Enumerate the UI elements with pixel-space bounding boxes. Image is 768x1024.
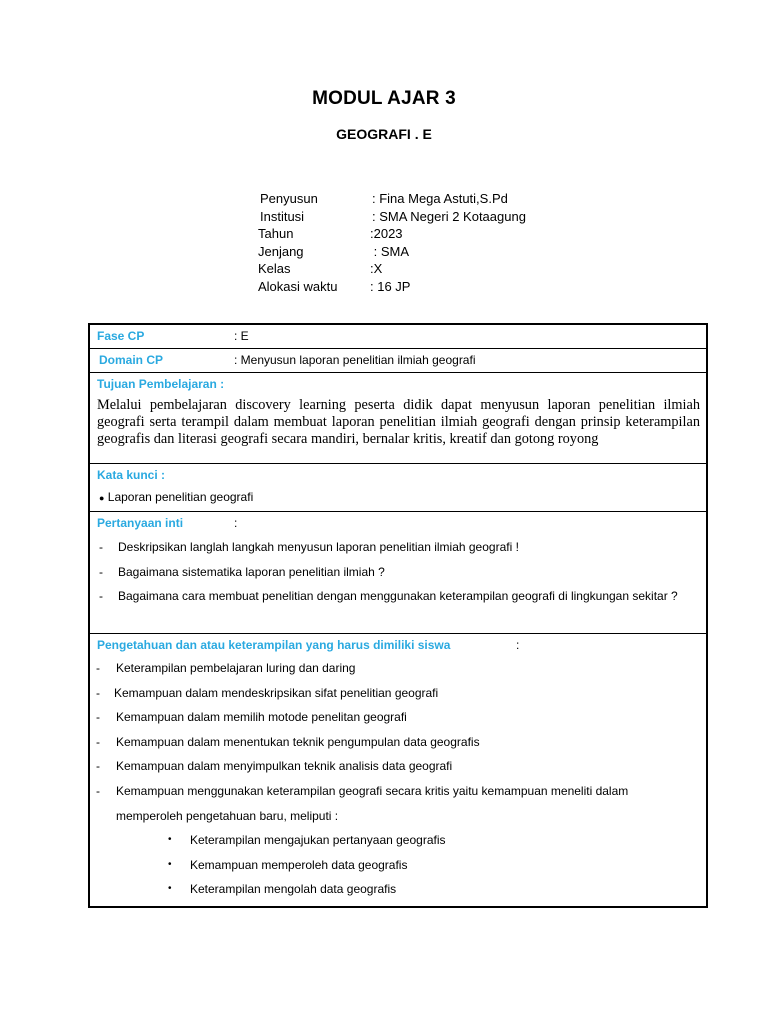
dash-icon: - — [99, 589, 103, 603]
dash-icon: - — [96, 710, 100, 725]
item-text: Keterampilan pembelajaran luring dan daring — [116, 661, 356, 675]
bullet-icon: • — [168, 858, 172, 870]
item-text: Kemampuan dalam memilih motode penelitan geografi — [116, 710, 407, 725]
question-text: Deskripsikan langlah langkah menyusun laporan penelitian ilmiah geografi ! — [118, 540, 519, 554]
pertanyaan-colon: : — [234, 516, 238, 530]
module-table — [88, 323, 708, 908]
meta-value: :X — [370, 261, 383, 277]
meta-label: Tahun — [258, 226, 294, 242]
question-text: Bagaimana sistematika laporan penelitian ilmiah ? — [118, 564, 385, 579]
item-text: Kemampuan dalam menentukan teknik pengumpulan data geografis — [116, 734, 480, 749]
dash-icon: - — [96, 734, 100, 749]
pengetahuan-label: Pengetahuan dan atau keterampilan yang harus dimiliki siswa — [97, 638, 451, 652]
bullet-icon: • — [168, 834, 172, 846]
meta-value: : Fina Mega Astuti,S.Pd — [372, 191, 508, 206]
row-pertanyaan — [90, 511, 706, 633]
pertanyaan-label: Pertanyaan inti — [97, 516, 184, 530]
meta-tahun — [258, 225, 526, 243]
meta-label: Alokasi waktu — [258, 278, 338, 294]
meta-institusi — [258, 208, 526, 226]
dash-icon: - — [99, 564, 103, 579]
meta-label: Institusi — [260, 208, 305, 224]
row-tujuan — [90, 372, 706, 463]
meta-value: : SMA Negeri 2 Kotaagung — [372, 208, 526, 224]
tujuan-text: Melalui pembelajaran discovery learning peserta didik dapat menyusun laporan penelitian ilmiah geografi serta terampil dalam membuat laporan penelitian ilmiah geografi dengan prinsip keterampilan geografis dan literasi geografi secara mandiri, bernalar kritis, kreatif dan gotong royong — [97, 397, 700, 447]
dash-icon: - — [96, 661, 100, 675]
list-item — [90, 584, 706, 609]
sub-list-item — [90, 828, 706, 853]
bullet-icon: ● — [99, 493, 105, 503]
dash-icon: - — [96, 759, 100, 774]
sub-list-item — [90, 877, 706, 902]
meta-label: Jenjang — [258, 243, 304, 259]
kata-kunci-text: Laporan penelitian geografi — [107, 490, 254, 504]
tujuan-label: Tujuan Pembelajaran : — [97, 377, 225, 391]
kata-kunci-item — [90, 486, 706, 509]
list-item — [90, 535, 706, 560]
fase-value: : E — [234, 329, 249, 343]
row-domain-cp — [90, 348, 706, 372]
pengetahuan-colon: : — [516, 638, 520, 652]
meta-label: Kelas — [258, 261, 291, 277]
list-item — [90, 656, 706, 681]
meta-jenjang — [258, 243, 526, 261]
list-item — [90, 560, 706, 585]
item-text: Kemampuan menggunakan keterampilan geografi secara kritis yaitu kemampuan meneliti dalam memperoleh pengetahuan baru, meliputi : — [116, 783, 629, 823]
item-text: Keterampilan mengolah data geografis — [190, 882, 397, 897]
meta-label: Penyusun — [260, 191, 318, 206]
dash-icon: - — [96, 783, 100, 798]
item-text: Kemampuan dalam mendeskripsikan sifat penelitian geografi — [114, 685, 439, 700]
meta-kelas — [258, 260, 526, 278]
meta-alokasi — [258, 278, 526, 296]
item-text: Kemampuan memperoleh data geografis — [190, 857, 408, 872]
list-item — [90, 730, 706, 755]
item-text: Kemampuan dalam menyimpulkan teknik analisis data geografi — [116, 759, 453, 774]
dash-icon: - — [99, 540, 103, 554]
row-kata-kunci — [90, 463, 706, 511]
meta-value: : SMA — [370, 243, 410, 259]
list-item — [90, 779, 706, 828]
sub-list-item — [90, 853, 706, 878]
kata-kunci-label: Kata kunci : — [97, 468, 166, 482]
module-meta — [258, 190, 526, 296]
domain-value: : Menyusun laporan penelitian ilmiah geografi — [234, 353, 476, 367]
meta-value: :2023 — [370, 226, 403, 242]
dash-icon: - — [96, 685, 100, 700]
meta-penyusun — [258, 190, 526, 208]
list-item — [90, 681, 706, 706]
module-subtitle: GEOGRAFI . E — [336, 126, 432, 142]
list-item — [90, 705, 706, 730]
question-text: Bagaimana cara membuat penelitian dengan menggunakan keterampilan geografi di lingkungan sekitar ? — [118, 589, 678, 603]
row-pengetahuan — [90, 633, 706, 906]
domain-label: Domain CP — [99, 353, 164, 367]
item-text: Keterampilan mengajukan pertanyaan geografis — [190, 833, 446, 848]
meta-value: : 16 JP — [370, 278, 411, 294]
list-item — [90, 754, 706, 779]
bullet-icon: • — [168, 883, 172, 895]
fase-label: Fase CP — [97, 329, 145, 343]
module-title: MODUL AJAR 3 — [312, 88, 456, 109]
row-fase-cp — [90, 325, 706, 348]
